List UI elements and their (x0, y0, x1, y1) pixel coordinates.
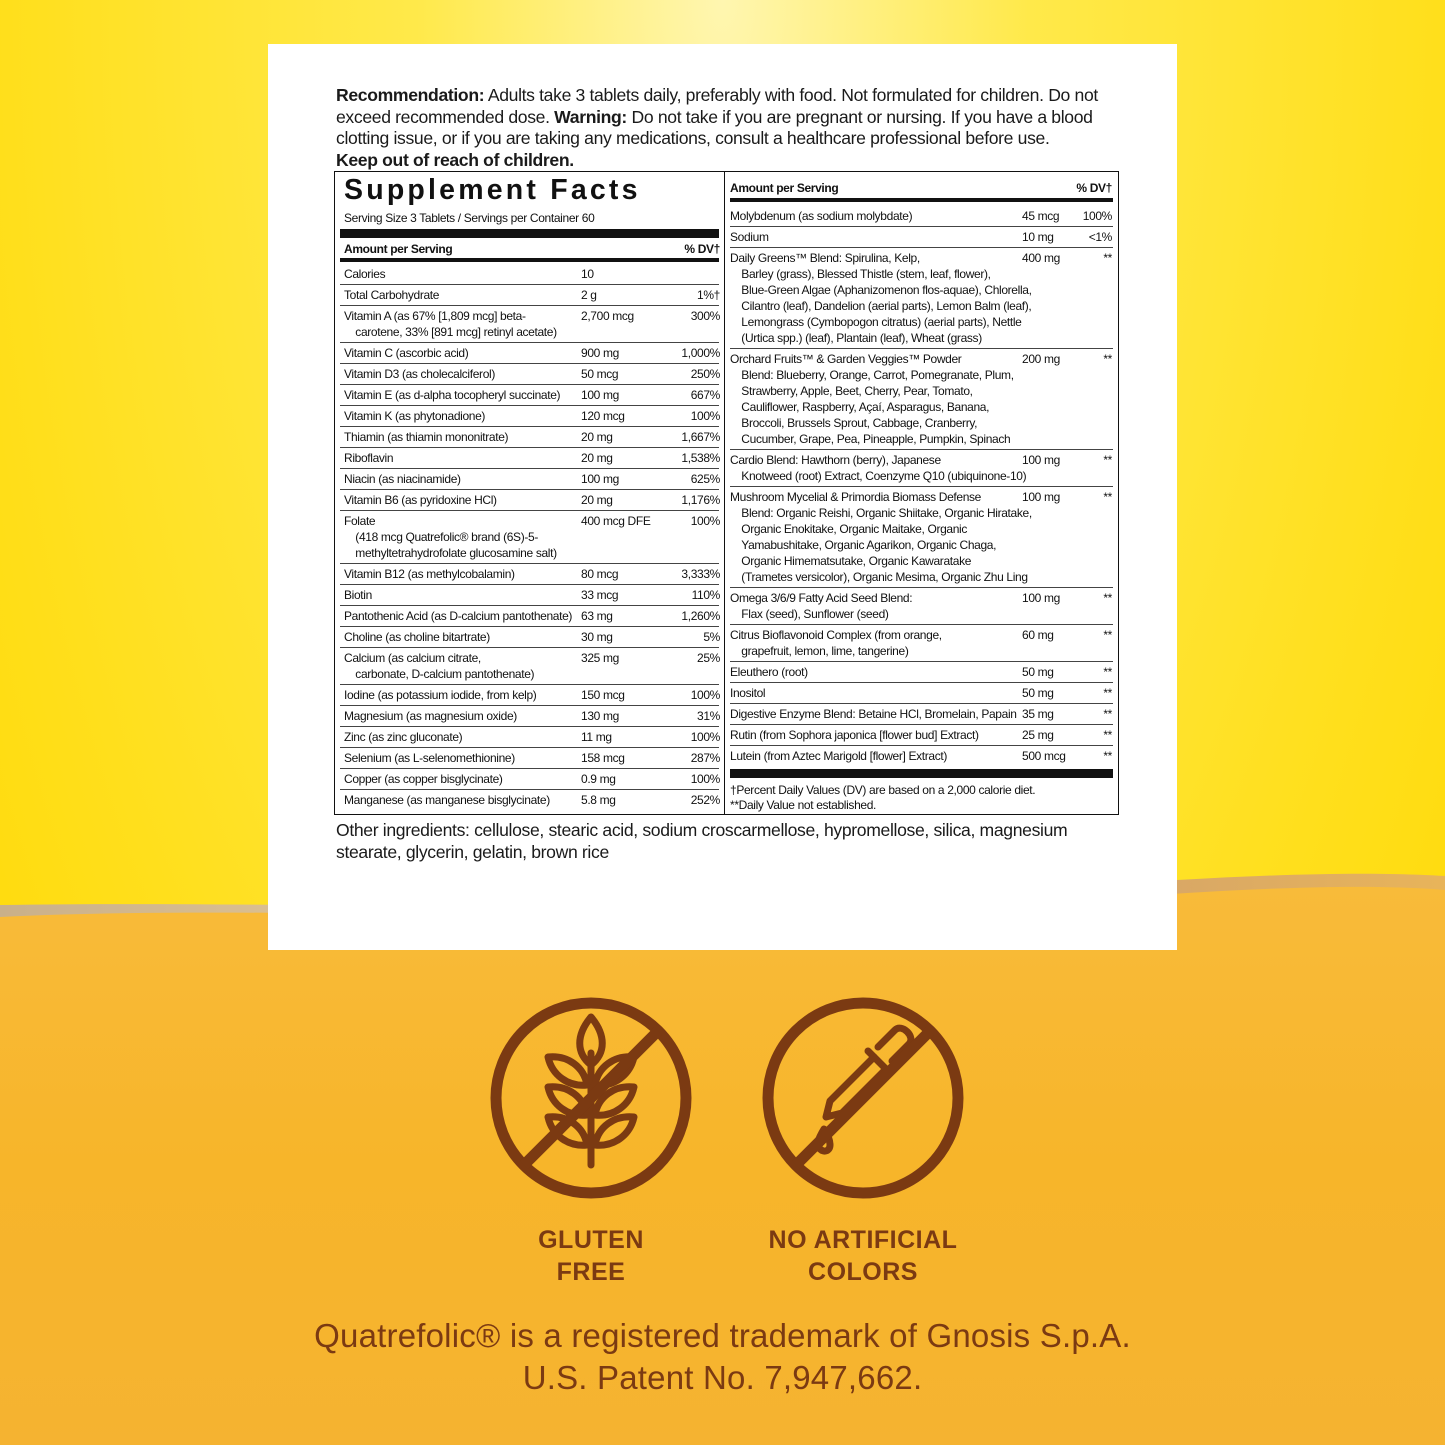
facts-row-dv: 300% (690, 309, 720, 323)
facts-row-dv: 250% (690, 367, 720, 381)
row-divider (340, 284, 719, 285)
facts-row-name: Vitamin K (as phytonadione) (344, 409, 486, 423)
facts-row-amount: 130 mg (581, 709, 619, 723)
facts-row-name: Manganese (as manganese bisglycinate) (344, 793, 550, 807)
facts-row-dv: 1,260% (681, 609, 720, 623)
facts-row-amount: 2,700 mcg (581, 309, 634, 323)
footnote-na: **Daily Value not established. (730, 798, 877, 812)
facts-row-name: Biotin (344, 588, 372, 602)
facts-row-name: Calcium (as calcium citrate, carbonate, D-calcium pantothenate) (344, 651, 535, 681)
facts-row-amount: 33 mcg (581, 588, 619, 602)
facts-row-dv: 667% (690, 388, 720, 402)
facts-row-amount: 2 g (581, 288, 597, 302)
amount-header-right: Amount per Serving (730, 181, 839, 195)
gluten-free-line2: FREE (556, 1258, 626, 1286)
facts-row-amount: 158 mcg (581, 751, 625, 765)
row-divider (340, 626, 719, 627)
row-divider (340, 363, 719, 364)
recommendation-heading: Recommendation: (336, 85, 485, 105)
facts-row-name: Magnesium (as magnesium oxide) (344, 709, 517, 723)
facts-row-name: Selenium (as L-selenomethionine) (344, 751, 515, 765)
facts-row-dv: 1,667% (681, 430, 720, 444)
facts-row-amount: 50 mcg (581, 367, 619, 381)
no-artificial-colors-caption (738, 1224, 988, 1288)
facts-row-dv: ** (1103, 453, 1112, 467)
row-divider (340, 647, 719, 648)
row-divider (340, 584, 719, 585)
facts-row-name: Calories (344, 267, 386, 281)
facts-row-amount: 80 mcg (581, 567, 619, 581)
facts-row-name: Vitamin A (as 67% [1,809 mcg] beta- carotene, 33% [891 mcg] retinyl acetate) (344, 309, 557, 339)
facts-row-amount: 150 mcg (581, 688, 625, 702)
facts-row-name: Cardio Blend: Hawthorn (berry), Japanese Knotweed (root) Extract, Coenzyme Q10 (ubiquinone-10) (730, 453, 1027, 483)
facts-row-amount: 11 mg (581, 730, 612, 744)
facts-row-dv: 1,538% (681, 451, 720, 465)
footnote-dv: †Percent Daily Values (DV) are based on a 2,000 calorie diet. (730, 783, 1036, 797)
facts-title: Supplement Facts (344, 174, 641, 206)
facts-row-amount: 900 mg (581, 346, 619, 360)
facts-row-name: Vitamin C (ascorbic acid) (344, 346, 469, 360)
facts-row-name: Omega 3/6/9 Fatty Acid Seed Blend: Flax (seed), Sunflower (seed) (730, 591, 913, 621)
facts-row-amount: 20 mg (581, 451, 613, 465)
facts-row-name: Vitamin B12 (as methylcobalamin) (344, 567, 515, 581)
row-divider (340, 747, 719, 748)
facts-row-name: Citrus Bioflavonoid Complex (from orange, grapefruit, lemon, lime, tangerine) (730, 628, 942, 658)
facts-row-name: Mushroom Mycelial & Primordia Biomass Defense Blend: Organic Reishi, Organic Shiitake, Organic Hiratake, Organic Enokitake, Organic Maitake, Organic Yamabushitake, Organic Agarikon, Organic Chaga, Organic Himematsutake, Organic Kawaratake (Trametes versicolor), Organic Mesima, Organic Zhu Ling (730, 490, 1032, 584)
facts-row-dv: <1% (1088, 230, 1112, 244)
facts-row-dv: ** (1103, 749, 1112, 763)
facts-row-name: Riboflavin (344, 451, 394, 465)
facts-row-dv: 3,333% (681, 567, 720, 581)
row-divider (340, 789, 719, 790)
facts-row-dv: ** (1103, 251, 1112, 265)
row-divider (340, 684, 719, 685)
gluten-free-caption (480, 1224, 702, 1288)
thick-rule (340, 229, 719, 238)
facts-row-amount: 0.9 mg (581, 772, 616, 786)
row-divider (730, 624, 1113, 625)
row-divider (340, 768, 719, 769)
facts-row-amount: 30 mg (581, 630, 613, 644)
facts-row-amount: 45 mcg (1022, 209, 1060, 223)
row-divider (730, 724, 1113, 725)
row-divider (730, 226, 1113, 227)
facts-right-column (725, 172, 1118, 814)
facts-row-name: Digestive Enzyme Blend: Betaine HCl, Bromelain, Papain (730, 707, 1017, 721)
facts-row-name: Sodium (730, 230, 769, 244)
facts-row-amount: 100 mg (1022, 591, 1060, 605)
facts-row-dv: 100% (690, 772, 720, 786)
facts-row-name: Eleuthero (root) (730, 665, 808, 679)
row-divider (730, 682, 1113, 683)
row-divider (730, 486, 1113, 487)
medium-rule-right (730, 198, 1113, 202)
facts-row-amount: 100 mg (1022, 490, 1060, 504)
dv-header-right: % DV† (1076, 181, 1112, 195)
facts-row-amount: 120 mcg (581, 409, 625, 423)
facts-row-name: Vitamin E (as d-alpha tocopheryl succinate) (344, 388, 561, 402)
facts-row-name: Molybdenum (as sodium molybdate) (730, 209, 913, 223)
row-divider (730, 745, 1113, 746)
gluten-free-line1: GLUTEN (538, 1226, 644, 1254)
facts-row-dv: ** (1103, 628, 1112, 642)
facts-row-amount: 10 mg (1022, 230, 1054, 244)
facts-row-dv: ** (1103, 352, 1112, 366)
facts-row-name: Lutein (from Aztec Marigold [flower] Extract) (730, 749, 947, 763)
facts-row-name: Choline (as choline bitartrate) (344, 630, 490, 644)
facts-row-dv: ** (1103, 686, 1112, 700)
facts-row-name: Pantothenic Acid (as D-calcium pantothenate) (344, 609, 573, 623)
row-divider (340, 468, 719, 469)
serving-size: Serving Size 3 Tablets / Servings per Container 60 (344, 211, 595, 225)
medium-rule (340, 258, 719, 262)
recommendation-text (336, 85, 1116, 171)
row-divider (340, 405, 719, 406)
row-divider (340, 726, 719, 727)
dv-header: % DV† (684, 242, 720, 256)
warning-heading: Warning: (554, 106, 627, 127)
facts-row-dv: 1,000% (681, 346, 720, 360)
amount-header: Amount per Serving (344, 242, 453, 256)
facts-row-amount: 100 mg (581, 472, 619, 486)
facts-row-dv: 25% (697, 651, 720, 665)
facts-row-dv: 1,176% (681, 493, 720, 507)
trademark-line: Quatrefolic® is a registered trademark of Gnosis S.p.A. (314, 1317, 1131, 1354)
row-divider (340, 510, 719, 511)
keep-out-text: Keep out of reach of children. (336, 149, 574, 170)
row-divider (730, 661, 1113, 662)
facts-row-dv: ** (1103, 490, 1112, 504)
facts-row-name: Niacin (as niacinamide) (344, 472, 461, 486)
row-divider (340, 447, 719, 448)
facts-row-dv: 31% (697, 709, 720, 723)
facts-row-dv: 287% (690, 751, 720, 765)
facts-row-name: Thiamin (as thiamin mononitrate) (344, 430, 509, 444)
facts-row-name: Daily Greens™ Blend: Spirulina, Kelp, Barley (grass), Blessed Thistle (stem, leaf, flower), Blue-Green Algae (Aphanizomenon flos-aquae), Chlorella, Cilantro (leaf), Dandelion (aerial parts), Lemon Balm (leaf), Lemongrass (Cymbopogon citratus) (aerial parts), Nettle (Urtica spp.) (leaf), Plantain (leaf), Wheat (grass) (730, 251, 1032, 345)
other-ingredients: Other ingredients: cellulose, stearic acid, sodium croscarmellose, hypromellose, silica, magnesium stearate, glycerin, gelatin, brown rice (336, 820, 1068, 862)
row-divider (730, 449, 1113, 450)
facts-row-dv: ** (1103, 707, 1112, 721)
facts-row-amount: 400 mcg DFE (581, 514, 651, 528)
row-divider (340, 605, 719, 606)
row-divider (730, 247, 1113, 248)
thick-rule-right (730, 769, 1113, 778)
row-divider (730, 587, 1113, 588)
no-artificial-line1: NO ARTIFICIAL (768, 1226, 958, 1254)
facts-row-dv: 625% (690, 472, 720, 486)
facts-row-dv: ** (1103, 591, 1112, 605)
facts-row-dv: 100% (1082, 209, 1112, 223)
facts-row-name: Copper (as copper bisglycinate) (344, 772, 503, 786)
row-divider (340, 384, 719, 385)
facts-row-name: Vitamin B6 (as pyridoxine HCl) (344, 493, 497, 507)
facts-row-amount: 50 mg (1022, 665, 1054, 679)
facts-row-dv: 5% (703, 630, 720, 644)
dropper-crossed-icon (760, 995, 966, 1201)
facts-row-amount: 60 mg (1022, 628, 1054, 642)
facts-left-column (335, 172, 725, 814)
facts-row-amount: 20 mg (581, 430, 613, 444)
wheat-crossed-icon (488, 995, 694, 1201)
facts-row-name: Iodine (as potassium iodide, from kelp) (344, 688, 537, 702)
facts-row-amount: 5.8 mg (581, 793, 616, 807)
facts-row-dv: ** (1103, 665, 1112, 679)
facts-row-name: Zinc (as zinc gluconate) (344, 730, 463, 744)
facts-row-name: Orchard Fruits™ & Garden Veggies™ Powder Blend: Blueberry, Orange, Carrot, Pomegranate, Plum, Strawberry, Apple, Beet, Cherry, Pear, Tomato, Cauliflower, Raspberry, Açaí, Asparagus, Banana, Broccoli, Brussels Sprout, Cabbage, Cranberry, Cucumber, Grape, Pea, Pineapple, Pumpkin, Spinach (730, 352, 1014, 446)
row-divider (340, 305, 719, 306)
facts-row-amount: 400 mg (1022, 251, 1060, 265)
facts-row-dv: 1%† (697, 288, 720, 302)
warning-body: Do not take if you are pregnant or nursing. If you have a blood clotting issue, or if you are taking any medications, consult a healthcare professional before use. (336, 106, 1093, 148)
patent-line: U.S. Patent No. 7,947,662. (522, 1359, 923, 1396)
facts-row-amount: 500 mcg (1022, 749, 1066, 763)
facts-row-amount: 20 mg (581, 493, 613, 507)
facts-row-name: Vitamin D3 (as cholecalciferol) (344, 367, 495, 381)
facts-row-amount: 63 mg (581, 609, 613, 623)
row-divider (340, 342, 719, 343)
facts-row-amount: 10 (581, 267, 594, 281)
facts-row-amount: 25 mg (1022, 728, 1054, 742)
row-divider (730, 348, 1113, 349)
facts-row-amount: 100 mg (1022, 453, 1060, 467)
facts-row-dv: 100% (690, 514, 720, 528)
facts-row-dv: 100% (690, 688, 720, 702)
row-divider (340, 705, 719, 706)
facts-row-dv: 100% (690, 730, 720, 744)
facts-row-amount: 200 mg (1022, 352, 1060, 366)
facts-row-dv: 100% (690, 409, 720, 423)
facts-row-name: Total Carbohydrate (344, 288, 440, 302)
facts-row-amount: 325 mg (581, 651, 619, 665)
facts-row-amount: 50 mg (1022, 686, 1054, 700)
supplement-facts-panel (334, 171, 1119, 815)
facts-row-name: Rutin (from Sophora japonica [flower bud] Extract) (730, 728, 979, 742)
facts-row-name: Inositol (730, 686, 766, 700)
recommendation-body: Adults take 3 tablets daily, preferably with food. Not formulated for children. Do not exceed recommended dose. (336, 85, 1098, 127)
row-divider (340, 426, 719, 427)
row-divider (340, 563, 719, 564)
row-divider (340, 489, 719, 490)
facts-row-amount: 100 mg (581, 388, 619, 402)
row-divider (730, 703, 1113, 704)
facts-row-dv: ** (1103, 728, 1112, 742)
facts-row-name: Folate (418 mcg Quatrefolic® brand (6S)-5- methyltetrahydrofolate glucosamine salt) (344, 514, 557, 560)
facts-row-dv: 252% (690, 793, 720, 807)
no-artificial-line2: COLORS (808, 1258, 918, 1286)
facts-row-amount: 35 mg (1022, 707, 1054, 721)
facts-row-dv: 110% (691, 588, 720, 602)
